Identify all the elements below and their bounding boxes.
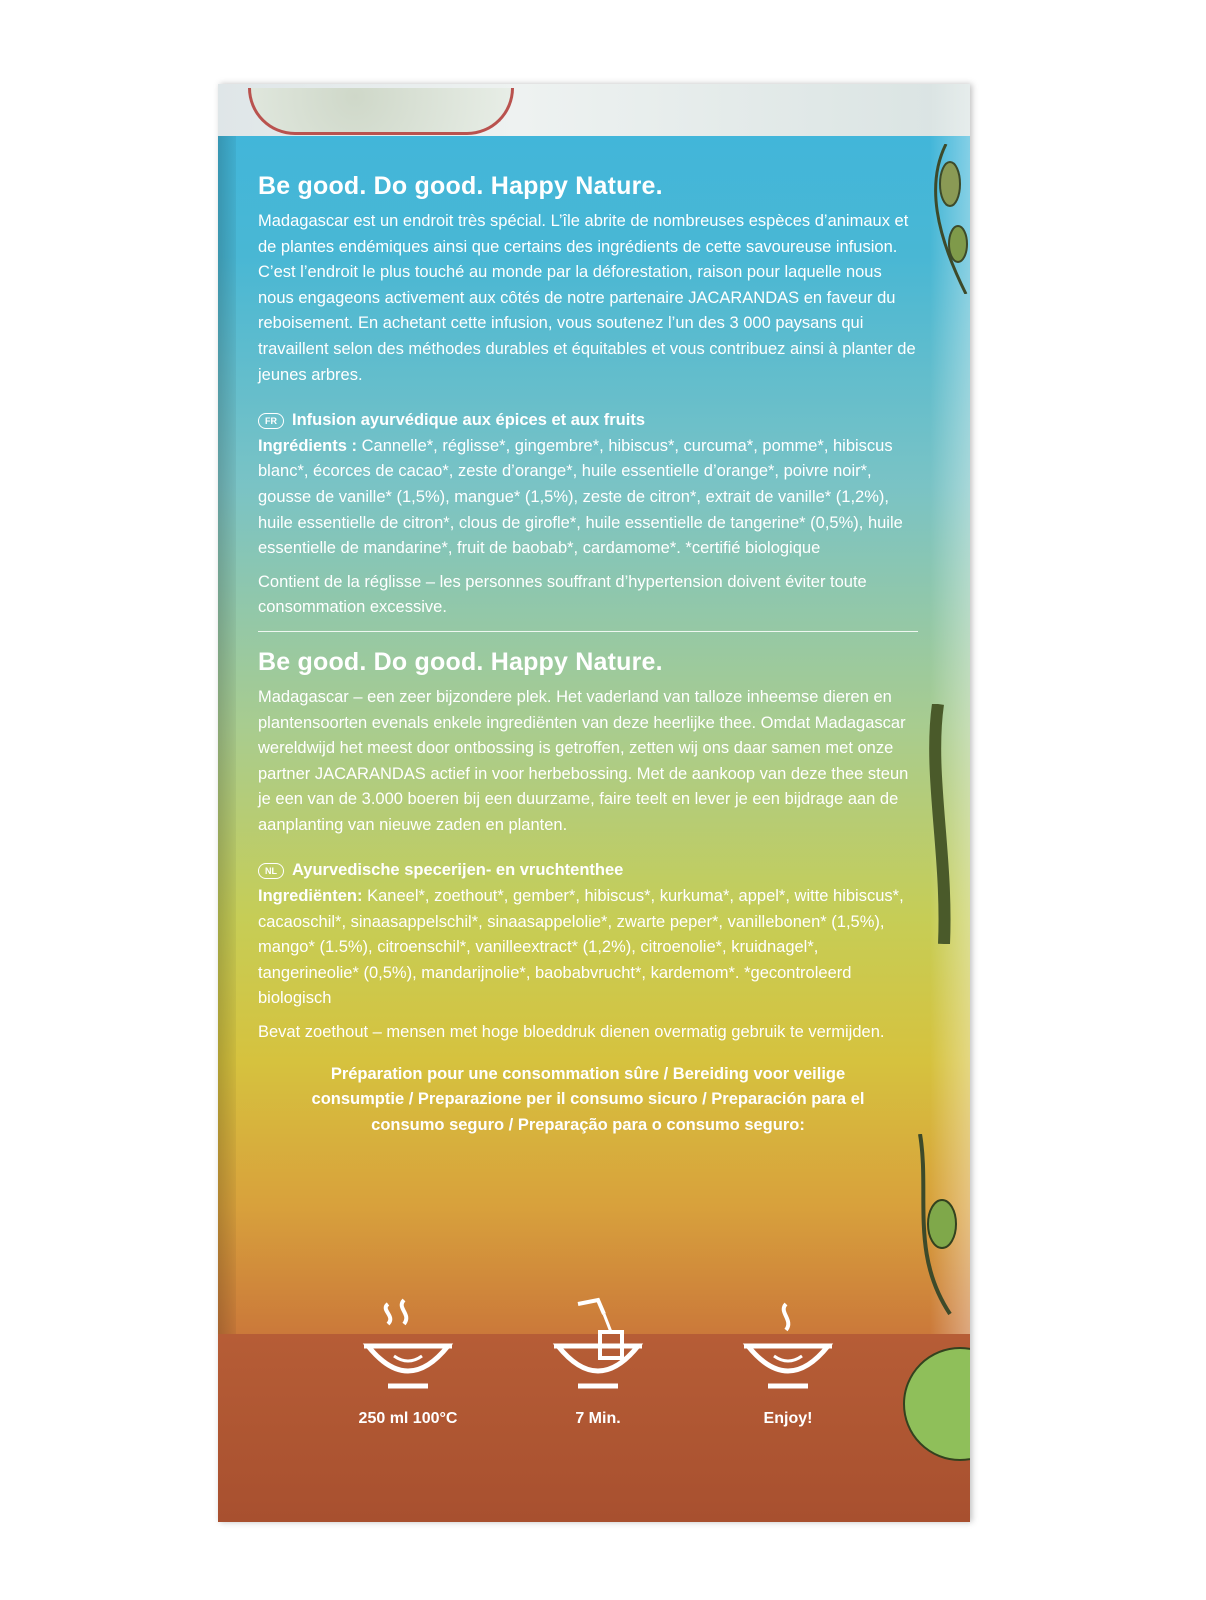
dutch-heading: Be good. Do good. Happy Nature. [258,647,663,676]
dutch-ingredients-section [258,858,918,1045]
box-side-flap [218,136,236,1522]
tea-box-side-panel [218,84,970,1522]
dutch-ingredients [258,884,918,1012]
pour-water-icon [358,1296,458,1396]
box-top-flap [218,84,970,136]
steaming-cup-icon [738,1296,838,1396]
teabag-cup-icon [548,1296,648,1396]
dutch-warning: Bevat zoethout – mensen met hoge bloeddruk dienen overmatig gebruik te vermijden. [258,1023,885,1042]
french-ingredients [258,434,918,562]
french-ingredients-section [258,408,918,621]
brand-seal [248,88,514,135]
lime-fruit-icon [890,1134,970,1464]
nl-language-badge: NL [258,863,284,879]
dutch-product-name-row [258,858,918,884]
step-steep-label: 7 Min. [575,1410,621,1427]
step-pour-water [338,1296,478,1456]
french-heading: Be good. Do good. Happy Nature. [258,172,663,200]
fr-language-badge: FR [258,413,284,429]
french-warning: Contient de la réglisse – les personnes souffrant d’hypertension doivent éviter toute consommation excessive. [258,572,867,617]
language-divider [258,631,918,632]
french-product-name: Infusion ayurvédique aux épices et aux fruits [292,411,646,430]
dutch-ingredients-list: Kaneel*, zoethout*, gember*, hibiscus*, kurkuma*, appel*, witte hibiscus*, cacaoschil*, sinaasappelschil*, sinaasappelolie*, zwarte peper*, vanillebonen* (1,5%), mango* (1.5%), citroenschil*, vanilleextract* (1,2%), citroenolie*, kruidnagel*, tangerineolie* (0,5%), mandarijnolie*, baobabvrucht*, kardemom*. *gecontroleerd biologisch [258,887,904,1008]
french-ingredients-label: Ingrédients : [258,436,358,455]
dutch-ingredients-label: Ingrediënten: [258,887,363,906]
french-product-name-row [258,408,918,434]
french-ingredients-list: Cannelle*, réglisse*, gingembre*, hibiscus*, curcuma*, pomme*, hibiscus blanc*, écorces de cacao*, zeste d’orange*, huile essentielle d’orange*, poivre noir*, gousse de vanille* (1,5%), mangue* (1,5%), zeste de citron*, extrait de vanille* (1,2%), huile essentielle de citron*, clous de girofle*, huile essentielle de tangerine* (0,5%), huile essentielle de mandarine*, fruit de baobab*, cardamome*. *certifié biologique [258,436,903,558]
preparation-steps [338,1296,858,1456]
label-text [258,172,918,1138]
french-section [258,172,918,388]
preparation-title: Préparation pour une consommation sûre / Bereiding voor veilige consumptie / Preparazione per il consumo sicuro / Preparación para el consumo seguro / Preparação para o consumo seguro: [311,1064,865,1134]
french-story: Madagascar est un endroit très spécial. L’île abrite de nombreuses espèces d’animaux et de plantes endémiques ainsi que certains des ingrédients de cette savoureuse infusion. C’est l’endroit le plus touché au monde par la déforestation, raison pour laquelle nous nous engageons activement aux côtés de notre partenaire JACARANDAS en faveur du reboisement. En achetant cette infusion, vous soutenez l’un des 3 000 paysans qui travaillent selon des méthodes durables et équitables et vous contribuez ainsi à planter de jeunes arbres. [258,212,916,384]
step-steep [528,1296,668,1456]
step-enjoy [718,1296,858,1456]
step-pour-water-label: 250 ml 100°C [358,1410,458,1427]
dutch-story: Madagascar – een zeer bijzondere plek. Het vaderland van talloze inheemse dieren en plantensoorten evenals enkele ingrediënten van deze heerlijke thee. Omdat Madagascar wereldwijd het meest door ontbossing is getroffen, zetten wij ons daar samen met onze partner JACARANDAS actief in voor herbebossing. Met de aankoop van deze thee steun je een van de 3.000 boeren bij een duurzame, faire teelt en lever je een bijdrage aan de aanplanting van nieuwe zaden en planten. [258,687,909,834]
dutch-product-name: Ayurvedische specerijen- en vruchtenthee [292,861,624,880]
dutch-section [258,648,918,839]
vanilla-pod-icon [918,704,970,944]
step-enjoy-label: Enjoy! [763,1410,813,1427]
